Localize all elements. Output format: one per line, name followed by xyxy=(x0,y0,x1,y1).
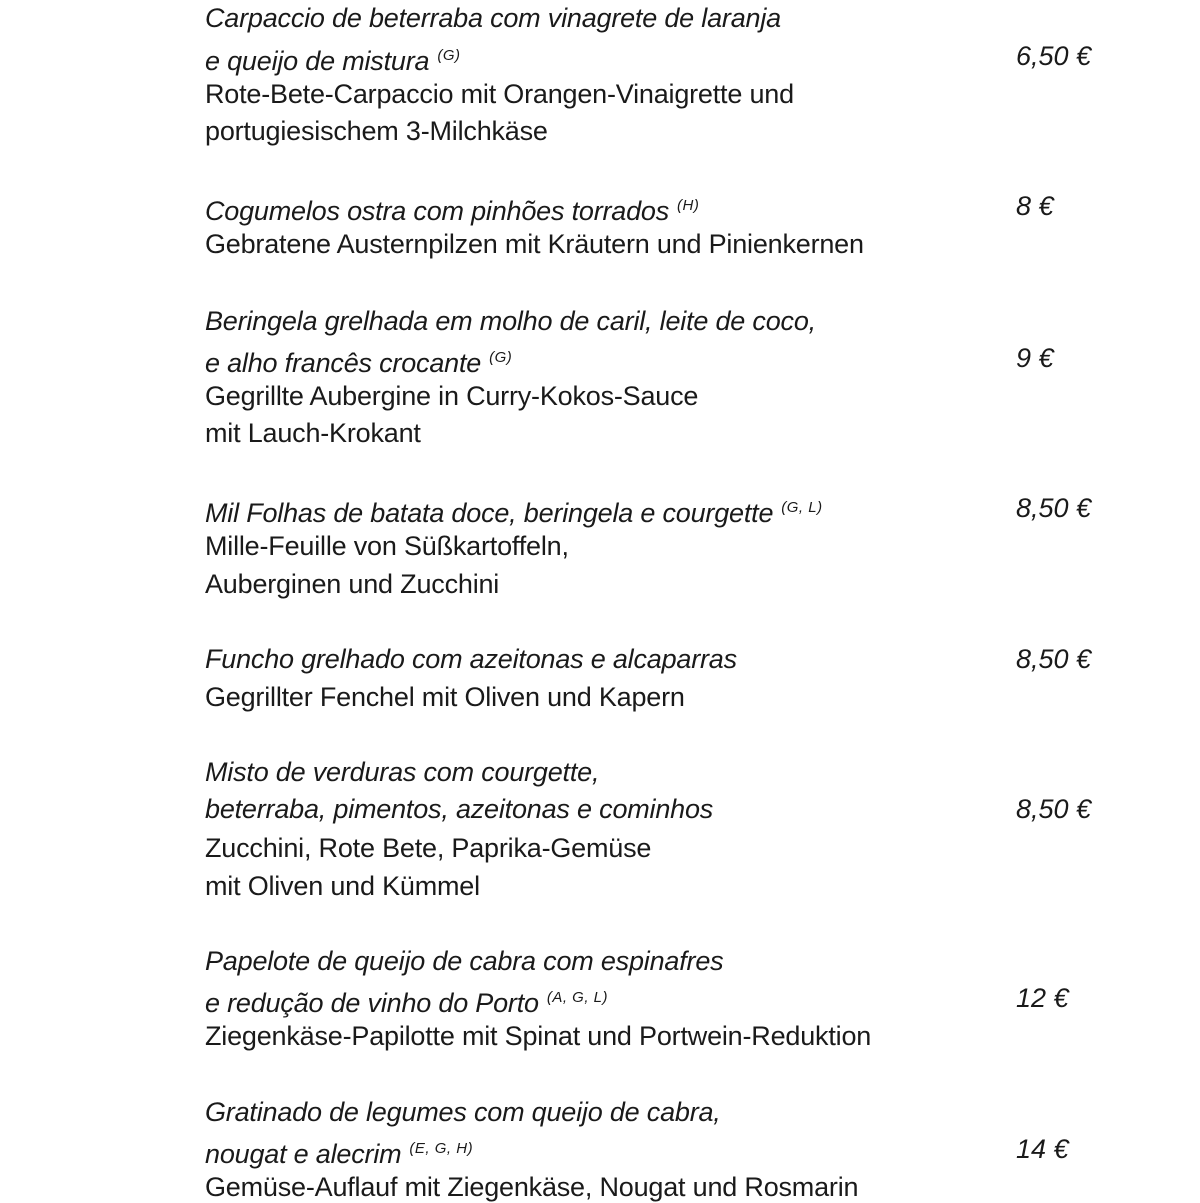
allergen-codes: (G) xyxy=(489,349,513,366)
dish-name-de: Gegrillte Aubergine in Curry-Kokos-Sauce xyxy=(205,381,699,411)
dish-name-de-continued: mit Oliven und Kümmel xyxy=(205,871,480,901)
dish-name-pt-continued xyxy=(205,342,512,379)
dish-name-de: Gebratene Austernpilzen mit Kräutern und Pinienkernen xyxy=(205,229,864,259)
dish-name-pt: Misto de verduras com courgette, xyxy=(205,757,600,787)
allergen-codes: (A, G, L) xyxy=(546,989,609,1006)
dish-name-pt-continued xyxy=(205,1133,473,1170)
dish-name-pt: Beringela grelhada em molho de caril, leite de coco, xyxy=(205,306,816,336)
dish-name-de-continued: portugiesischem 3-Milchkäse xyxy=(205,116,548,146)
dish-name-pt-continued xyxy=(205,982,608,1019)
dish-price: 14 € xyxy=(1016,1134,1069,1164)
dish-name-pt: Funcho grelhado com azeitonas e alcaparras xyxy=(205,644,737,674)
allergen-codes: (E, G, H) xyxy=(409,1140,474,1157)
dish-name-text: e queijo de mistura xyxy=(205,46,430,76)
dish-name-de: Mille-Feuille von Süßkartoffeln, xyxy=(205,531,569,561)
dish-name-de-continued: Auberginen und Zucchini xyxy=(205,569,500,599)
dish-name-text: Mil Folhas de batata doce, beringela e courgette xyxy=(205,498,774,528)
allergen-codes: (G, L) xyxy=(781,499,823,516)
dish-name-de: Gegrillter Fenchel mit Oliven und Kapern xyxy=(205,682,685,712)
dish-name-de: Zucchini, Rote Bete, Paprika-Gemüse xyxy=(205,833,652,863)
dish-name-text: nougat e alecrim xyxy=(205,1139,402,1169)
dish-name-de-continued: mit Lauch-Krokant xyxy=(205,418,421,448)
dish-name-pt: Papelote de queijo de cabra com espinafres xyxy=(205,946,724,976)
dish-price: 8,50 € xyxy=(1016,794,1092,824)
dish-name-pt xyxy=(205,190,699,227)
dish-name-de: Rote-Bete-Carpaccio mit Orangen-Vinaigrette und xyxy=(205,79,794,109)
dish-price: 12 € xyxy=(1016,983,1069,1013)
dish-price: 9 € xyxy=(1016,343,1054,373)
dish-name-pt xyxy=(205,492,823,529)
dish-name-de: Ziegenkäse-Papilotte mit Spinat und Portwein-Reduktion xyxy=(205,1021,872,1051)
allergen-codes: (G) xyxy=(437,47,461,64)
dish-name-text: e redução de vinho do Porto xyxy=(205,988,539,1018)
dish-price: 8,50 € xyxy=(1016,493,1092,523)
dish-name-pt: Carpaccio de beterraba com vinagrete de laranja xyxy=(205,3,781,33)
dish-price: 6,50 € xyxy=(1016,41,1092,71)
dish-name-text: e alho francês crocante xyxy=(205,348,482,378)
dish-name-pt-continued xyxy=(205,40,461,77)
dish-name-de: Gemüse-Auflauf mit Ziegenkäse, Nougat und Rosmarin xyxy=(205,1172,859,1202)
dish-name-text: Cogumelos ostra com pinhões torrados xyxy=(205,196,670,226)
dish-name-pt-continued: beterraba, pimentos, azeitonas e cominhos xyxy=(205,794,714,824)
dish-price: 8,50 € xyxy=(1016,644,1092,674)
dish-price: 8 € xyxy=(1016,191,1054,221)
dish-name-pt: Gratinado de legumes com queijo de cabra, xyxy=(205,1097,721,1127)
allergen-codes: (H) xyxy=(677,197,700,214)
